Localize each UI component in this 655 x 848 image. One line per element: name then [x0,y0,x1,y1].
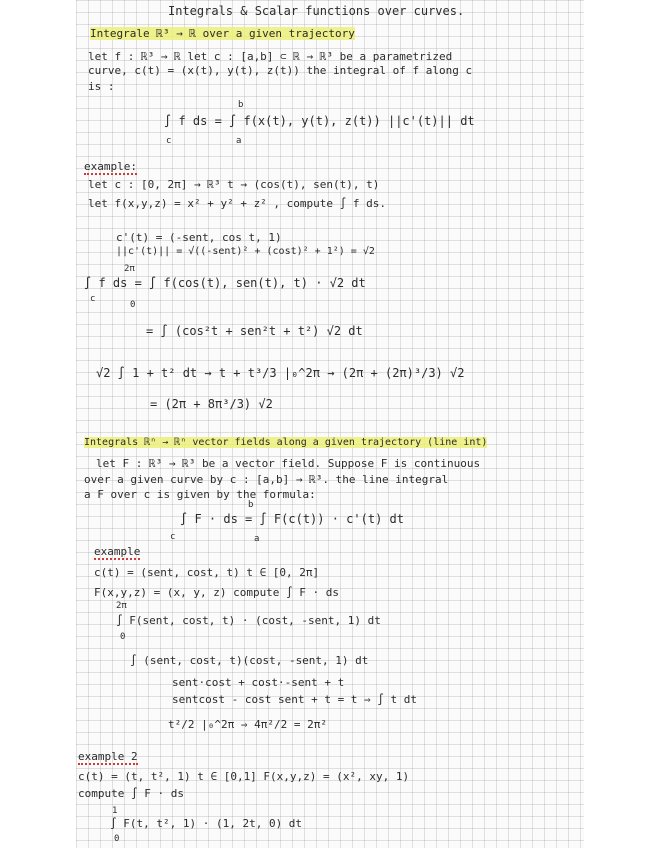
integral-limit: c [166,136,172,146]
text-line: compute ∫ F · ds [78,787,184,800]
integral-limit: 2π [116,601,127,611]
integral-limit: 2π [124,264,135,274]
math-line: ∫ F(t, t², 1) · (1, 2t, 0) dt [110,817,303,830]
math-line: = ∫ (cos²t + sen²t + t²) √2 dt [146,324,363,338]
integral-limit: b [248,500,254,510]
text-line: c(t) = (t, t², 1) t ∈ [0,1] F(x,y,z) = (x², xy, 1) [78,770,410,783]
math-line: = (2π + 8π³/3) √2 [150,397,273,411]
integral-limit: 0 [130,300,136,310]
section-heading-vector: Integrals ℝⁿ → ℝⁿ vector fields along a given trajectory (line int) [84,437,488,448]
integral-limit: a [254,534,260,544]
example-heading: example 2 [78,750,138,763]
text-line: F(x,y,z) = (x, y, z) compute ∫ F · ds [94,586,340,599]
text-line: let F : ℝ³ → ℝ³ be a vector field. Suppose F is continuous [96,457,481,470]
integral-limit: c [170,532,176,542]
math-line: t²/2 |₀^2π ⇒ 4π²/2 = 2π² [168,718,327,731]
text-line: let f(x,y,z) = x² + y² + z² , compute ∫ f ds. [88,197,387,210]
text-line: is : [88,80,115,93]
math-line: ∫ F(sent, cost, t) · (cost, -sent, 1) dt [116,614,381,627]
section-heading-scalar: Integrale ℝ³ → ℝ over a given trajectory [90,27,355,40]
text-line: a F over c is given by the formula: [84,488,316,501]
example-heading: example: [84,160,137,173]
math-line: √2 ∫ 1 + t² dt → t + t³/3 |₀^2π → (2π + (2π)³/3) √2 [96,366,465,380]
integral-limit: a [236,136,242,146]
notebook-page [76,0,584,848]
math-line: sent·cost + cost·-sent + t [172,676,345,689]
text-line: curve, c(t) = (x(t), y(t), z(t)) the integral of f along c [88,64,473,77]
formula-line-integral: ∫ F · ds = ∫ F(c(t)) · c'(t) dt [180,512,404,526]
math-line: ||c'(t)|| = √((-sent)² + (cost)² + 1²) = √2 [116,246,375,257]
text-line: c(t) = (sent, cost, t) t ∈ [0, 2π] [94,566,320,579]
integral-limit: b [238,100,244,110]
text-line: let f : ℝ³ → ℝ let c : [a,b] ⊂ ℝ → ℝ³ be a parametrized [88,50,453,63]
math-line: sentcost - cost sent + t = t ⇒ ∫ t dt [172,693,418,706]
math-line: c'(t) = (-sent, cos t, 1) [116,231,282,244]
math-line: ∫ f ds = ∫ f(cos(t), sen(t), t) · √2 dt [84,276,366,290]
integral-limit: c [90,294,96,304]
integral-limit: 1 [112,806,118,816]
page-title: Integrals & Scalar functions over curves. [168,4,465,18]
math-line: ∫ (sent, cost, t)(cost, -sent, 1) dt [130,654,369,667]
integral-limit: 0 [120,632,126,642]
text-line: over a given curve by c : [a,b] → ℝ³. the line integral [84,473,449,486]
integral-limit: 0 [114,834,120,844]
formula-scalar-line-integral: ∫ f ds = ∫ f(x(t), y(t), z(t)) ||c'(t)|| dt [164,114,475,128]
text-line: let c : [0, 2π] → ℝ³ t → (cos(t), sen(t), t) [88,178,380,191]
example-heading: example [94,545,141,558]
